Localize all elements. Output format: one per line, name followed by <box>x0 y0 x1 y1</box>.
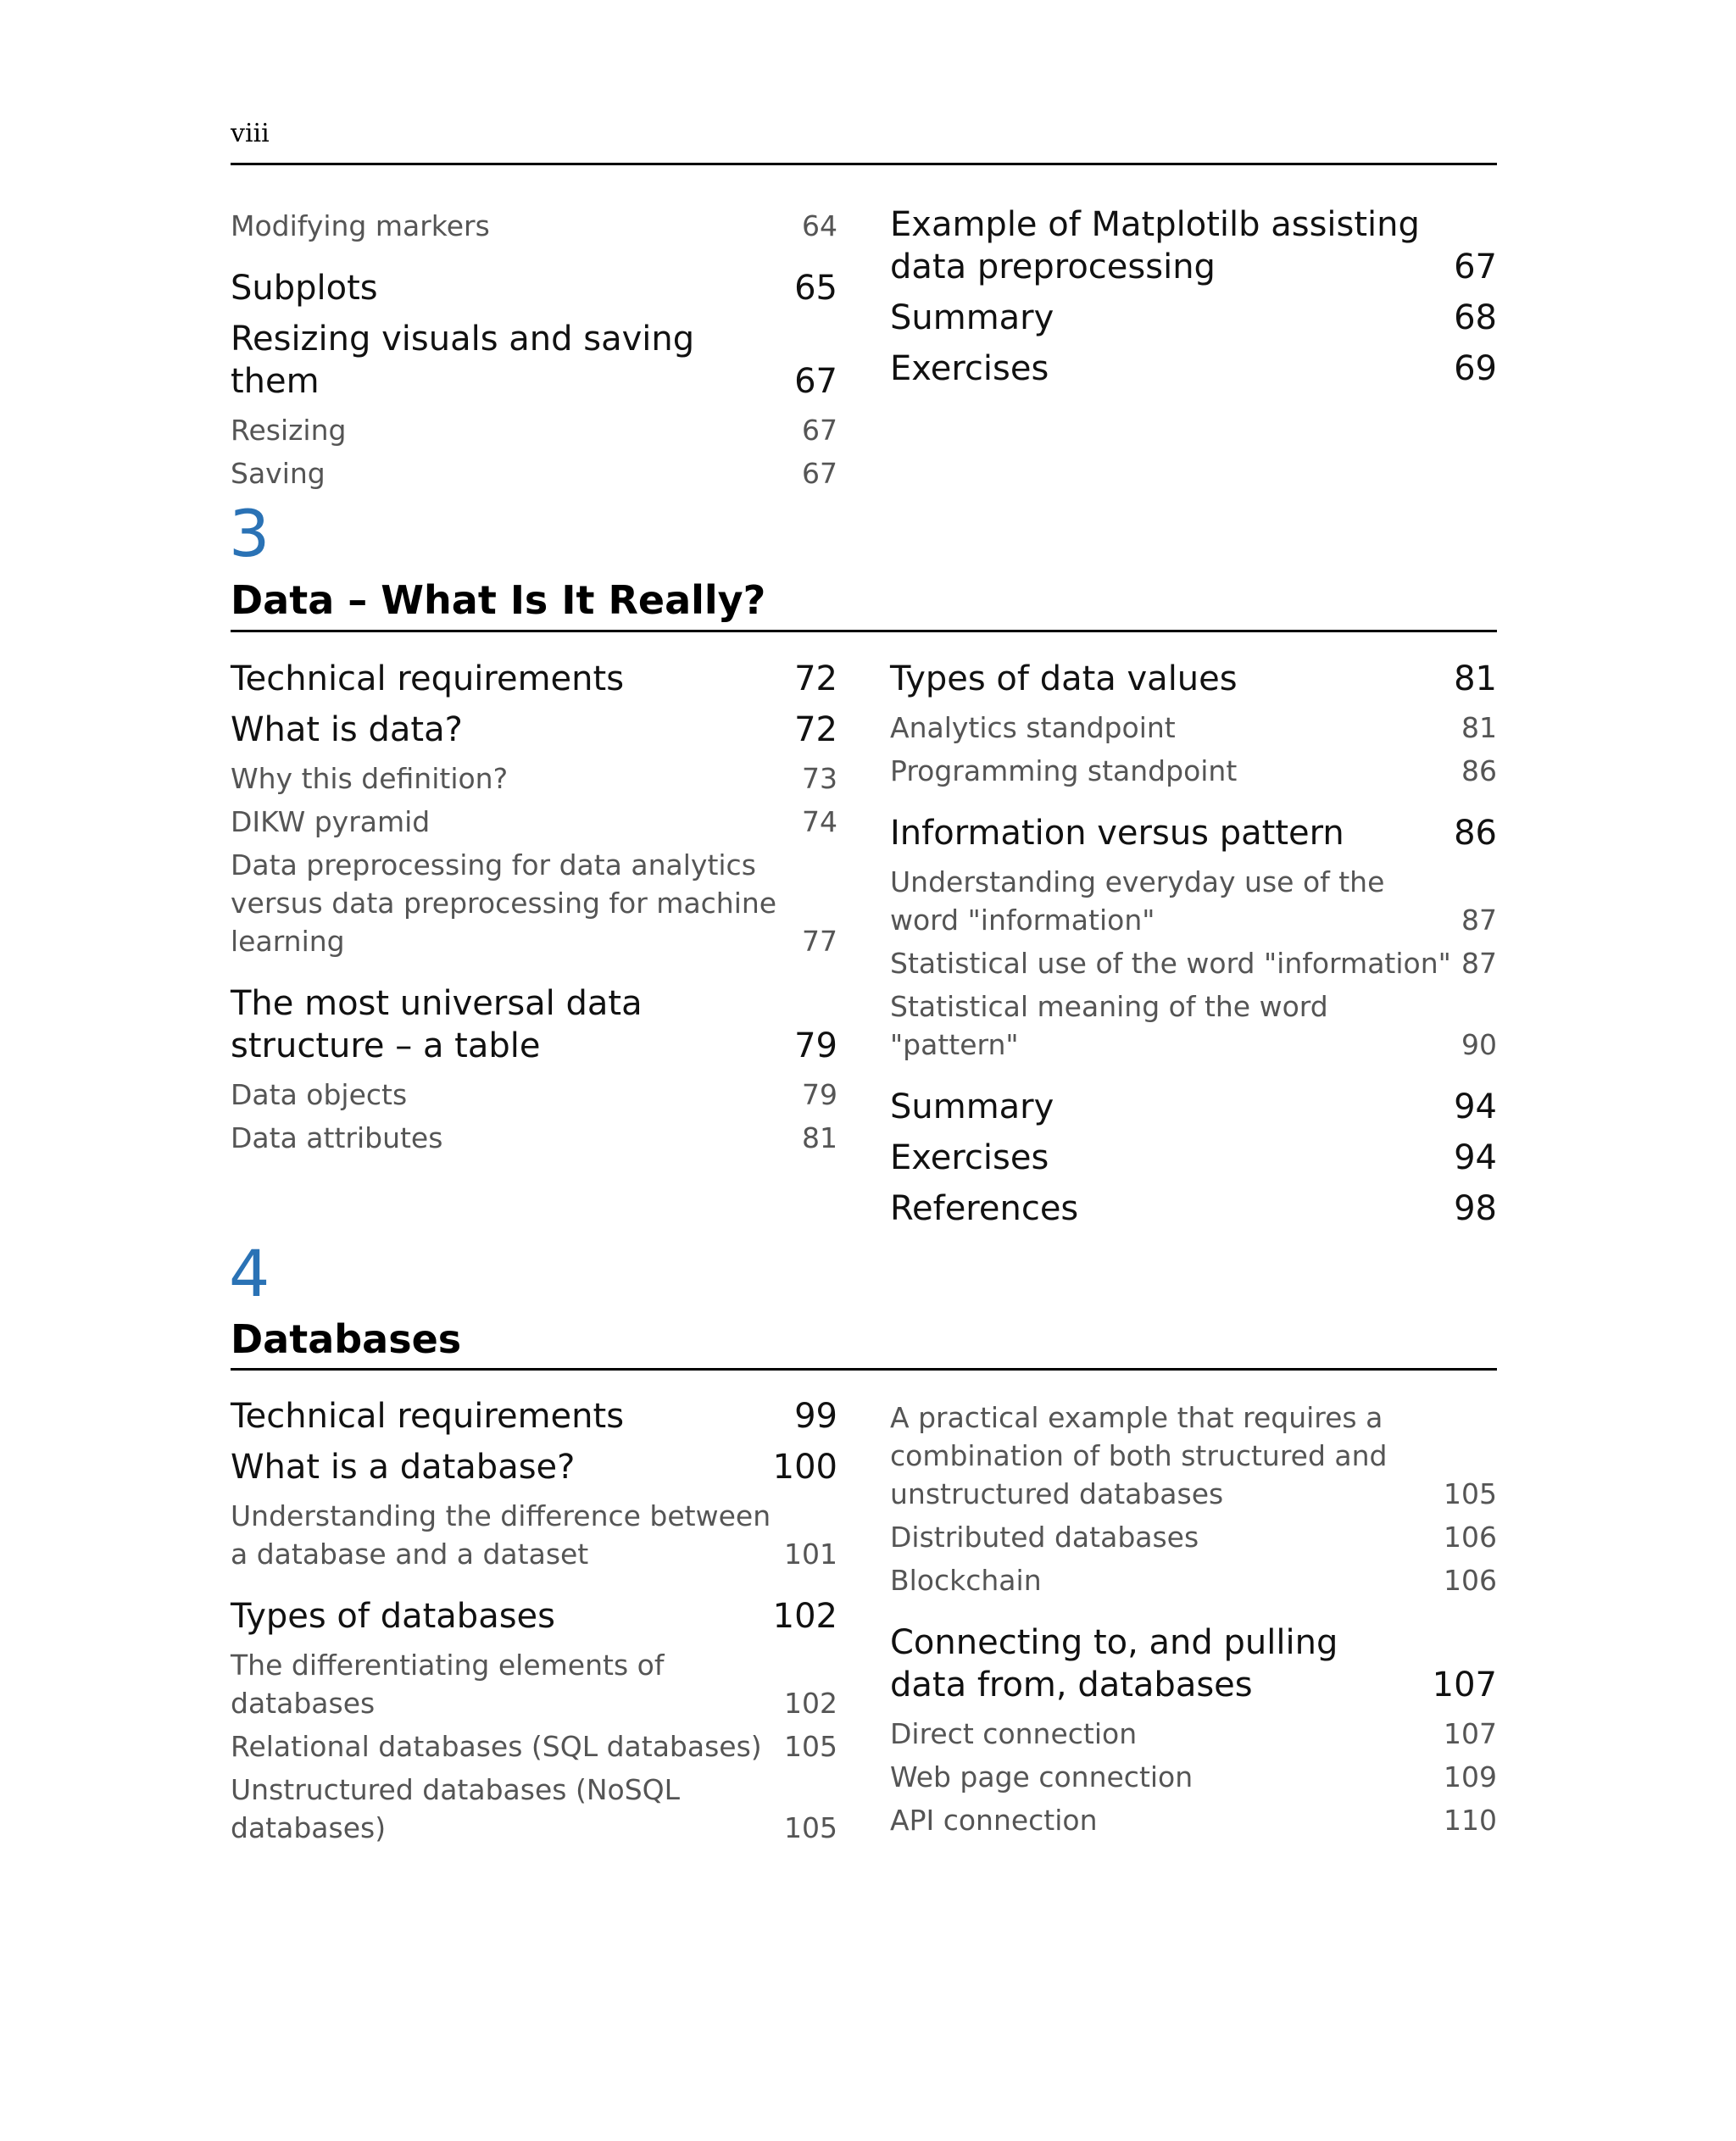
toc-entry-title: Relational databases (SQL databases) <box>231 1730 762 1763</box>
toc-entry-page: 81 <box>802 1121 837 1154</box>
toc-entry-page: 100 <box>772 1448 837 1487</box>
toc-subsection-entry[interactable] <box>231 207 837 245</box>
toc-entry-page: 81 <box>1461 711 1497 744</box>
toc-entry-page: 74 <box>802 805 837 838</box>
toc-subsection-entry[interactable] <box>231 1076 837 1114</box>
toc-entry-page: 68 <box>1454 298 1497 337</box>
chapter-number: 4 <box>229 1236 270 1311</box>
toc-entry-page: 81 <box>1454 659 1497 698</box>
toc-section-entry[interactable] <box>231 1395 837 1438</box>
toc-column-right <box>890 1399 1497 1844</box>
toc-section-entry[interactable] <box>890 203 1497 288</box>
toc-entry-title: Unstructured databases (NoSQL databases) <box>231 1773 680 1844</box>
toc-subsection-entry[interactable] <box>890 1518 1497 1556</box>
toc-entry-page: 87 <box>1461 904 1497 937</box>
toc-subsection-entry[interactable] <box>890 1561 1497 1599</box>
chapter-number: 3 <box>229 496 270 571</box>
toc-subsection-entry[interactable] <box>890 1715 1497 1753</box>
toc-entry-title: Data objects <box>231 1078 408 1111</box>
toc-subsection-entry[interactable] <box>231 1646 837 1722</box>
toc-subsection-entry[interactable] <box>231 759 837 798</box>
toc-entry-title: Direct connection <box>890 1717 1138 1750</box>
toc-entry-page: 102 <box>784 1687 837 1720</box>
toc-entry-title: Information versus pattern <box>890 814 1344 853</box>
toc-entry-title: Saving <box>231 457 326 490</box>
toc-subsection-entry[interactable] <box>231 1497 837 1573</box>
chapter-title: Databases <box>231 1316 462 1362</box>
toc-entry-title: DIKW pyramid <box>231 805 431 838</box>
toc-section-entry[interactable] <box>231 267 837 309</box>
toc-entry-title: Blockchain <box>890 1564 1042 1597</box>
toc-column-left <box>231 207 837 498</box>
toc-entry-page: 105 <box>784 1730 837 1763</box>
toc-section-entry[interactable] <box>231 709 837 751</box>
toc-subsection-entry[interactable] <box>890 944 1497 982</box>
toc-entry-page: 105 <box>1444 1477 1497 1510</box>
toc-entry-page: 79 <box>794 1026 837 1065</box>
toc-entry-page: 107 <box>1432 1666 1497 1704</box>
toc-entry-page: 107 <box>1444 1717 1497 1750</box>
toc-entry-page: 110 <box>1444 1804 1497 1837</box>
toc-entry-page: 86 <box>1454 814 1497 853</box>
toc-subsection-entry[interactable] <box>890 1758 1497 1796</box>
toc-entry-title: Programming standpoint <box>890 754 1238 787</box>
toc-entry-title: Data attributes <box>231 1121 443 1154</box>
toc-entry-title: The most universal data structure – a table <box>231 984 643 1065</box>
toc-entry-page: 102 <box>772 1597 837 1636</box>
page-number: viii <box>231 119 270 148</box>
toc-entry-title: Resizing visuals and saving them <box>231 320 695 401</box>
toc-entry-page: 106 <box>1444 1521 1497 1554</box>
toc-entry-page: 73 <box>802 762 837 795</box>
toc-entry-page: 94 <box>1454 1138 1497 1177</box>
toc-subsection-entry[interactable] <box>231 1119 837 1157</box>
toc-entry-page: 67 <box>802 457 837 490</box>
toc-subsection-entry[interactable] <box>231 411 837 449</box>
toc-entry-title: The differentiating elements of databases <box>231 1649 665 1720</box>
toc-section-entry[interactable] <box>890 1137 1497 1179</box>
toc-section-entry[interactable] <box>231 982 837 1067</box>
toc-entry-title: Summary <box>890 1087 1054 1126</box>
toc-entry-page: 79 <box>802 1078 837 1111</box>
toc-entry-page: 65 <box>794 269 837 308</box>
toc-entry-title: A practical example that requires a combination of both structured and unstructured databases <box>890 1401 1388 1510</box>
toc-entry-page: 105 <box>784 1811 837 1844</box>
toc-entry-title: Understanding the difference between a database and a dataset <box>231 1499 771 1571</box>
toc-entry-page: 67 <box>794 362 837 401</box>
toc-section-entry[interactable] <box>890 812 1497 854</box>
toc-entry-title: Technical requirements <box>231 659 625 698</box>
toc-entry-title: Modifying markers <box>231 209 490 242</box>
toc-column-right <box>890 658 1497 1238</box>
toc-entry-title: Data preprocessing for data analytics versus data preprocessing for machine learning <box>231 848 777 958</box>
toc-entry-page: 86 <box>1461 754 1497 787</box>
header-rule <box>231 163 1497 165</box>
toc-entry-title: Summary <box>890 298 1054 337</box>
toc-entry-title: Distributed databases <box>890 1521 1199 1554</box>
toc-entry-page: 64 <box>802 209 837 242</box>
toc-entry-title: Technical requirements <box>231 1397 625 1436</box>
chapter-rule <box>231 630 1497 632</box>
toc-section-entry[interactable] <box>890 1086 1497 1128</box>
toc-subsection-entry[interactable] <box>231 803 837 841</box>
toc-entry-page: 67 <box>1454 247 1497 286</box>
toc-entry-page: 69 <box>1454 349 1497 388</box>
toc-entry-page: 87 <box>1461 947 1497 980</box>
toc-section-entry[interactable] <box>890 297 1497 339</box>
toc-section-entry[interactable] <box>890 348 1497 390</box>
toc-section-entry[interactable] <box>231 318 837 403</box>
toc-subsection-entry[interactable] <box>231 454 837 492</box>
toc-entry-title: Example of Matplotilb assisting data preprocessing <box>890 205 1420 286</box>
toc-subsection-entry[interactable] <box>231 846 837 960</box>
toc-entry-title: API connection <box>890 1804 1098 1837</box>
toc-entry-page: 67 <box>802 414 837 447</box>
toc-column-right <box>890 203 1497 398</box>
toc-entry-title: Why this definition? <box>231 762 509 795</box>
toc-section-entry[interactable] <box>890 658 1497 700</box>
toc-section-entry[interactable] <box>890 1187 1497 1230</box>
toc-entry-title: Subplots <box>231 269 378 308</box>
toc-entry-title: Connecting to, and pulling data from, databases <box>890 1623 1338 1704</box>
toc-subsection-entry[interactable] <box>890 1801 1497 1839</box>
toc-entry-title: Web page connection <box>890 1760 1194 1793</box>
toc-entry-page: 109 <box>1444 1760 1497 1793</box>
toc-entry-title: Exercises <box>890 349 1049 388</box>
toc-subsection-entry[interactable] <box>890 709 1497 747</box>
chapter-title: Data – What Is It Really? <box>231 577 766 623</box>
toc-column-left <box>231 658 837 1162</box>
toc-entry-page: 72 <box>794 710 837 749</box>
toc-entry-title: What is a database? <box>231 1448 576 1487</box>
toc-entry-title: Exercises <box>890 1138 1049 1177</box>
toc-subsection-entry[interactable] <box>890 863 1497 939</box>
toc-entry-page: 94 <box>1454 1087 1497 1126</box>
toc-entry-page: 101 <box>784 1538 837 1571</box>
chapter-rule <box>231 1368 1497 1371</box>
toc-subsection-entry[interactable] <box>890 987 1497 1064</box>
toc-section-entry[interactable] <box>231 658 837 700</box>
toc-entry-title: Resizing <box>231 414 347 447</box>
toc-entry-title: What is data? <box>231 710 463 749</box>
toc-entry-title: Types of data values <box>890 659 1238 698</box>
toc-entry-title: Statistical meaning of the word "pattern" <box>890 990 1328 1061</box>
toc-entry-title: Analytics standpoint <box>890 711 1176 744</box>
toc-entry-page: 99 <box>794 1397 837 1436</box>
toc-column-left <box>231 1395 837 1852</box>
toc-entry-title: References <box>890 1189 1079 1228</box>
toc-entry-title: Types of databases <box>231 1597 555 1636</box>
toc-section-entry[interactable] <box>231 1595 837 1638</box>
toc-entry-page: 77 <box>802 925 837 958</box>
toc-section-entry[interactable] <box>231 1446 837 1488</box>
toc-entry-title: Understanding everyday use of the word "information" <box>890 865 1385 937</box>
toc-subsection-entry[interactable] <box>231 1771 837 1847</box>
toc-entry-title: Statistical use of the word "information" <box>890 947 1451 980</box>
toc-entry-page: 106 <box>1444 1564 1497 1597</box>
toc-entry-page: 90 <box>1461 1028 1497 1061</box>
toc-entry-page: 98 <box>1454 1189 1497 1228</box>
toc-section-entry[interactable] <box>890 1621 1497 1706</box>
toc-subsection-entry[interactable] <box>890 1399 1497 1513</box>
toc-subsection-entry[interactable] <box>231 1727 837 1766</box>
toc-subsection-entry[interactable] <box>890 752 1497 790</box>
toc-entry-page: 72 <box>794 659 837 698</box>
